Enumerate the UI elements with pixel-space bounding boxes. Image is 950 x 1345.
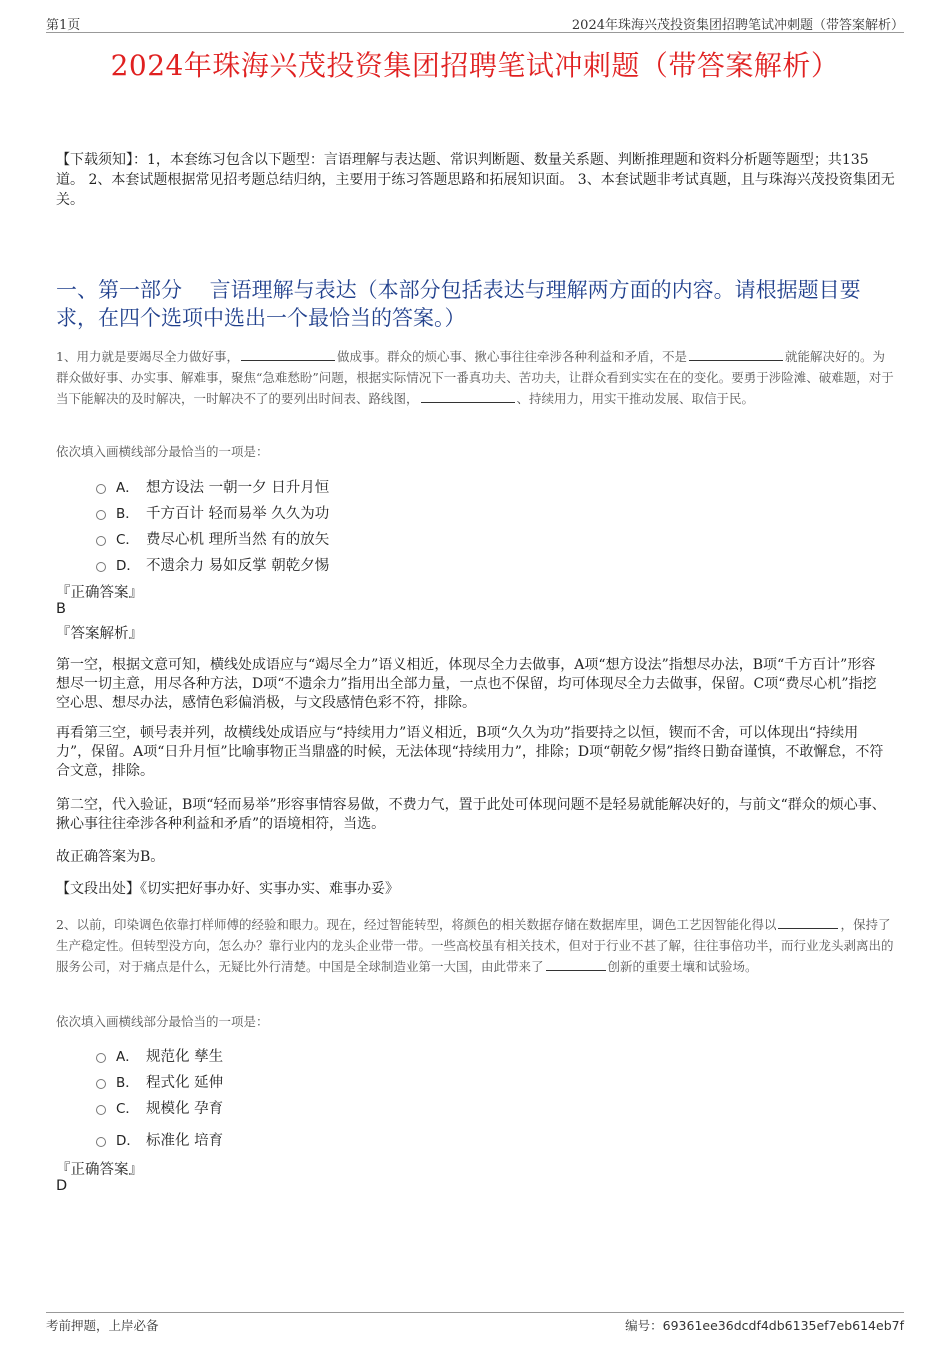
question-2-text [56,914,896,977]
q1-segment: 做成事。群众的烦心事、揪心事往往牵涉各种利益和矛盾，不是 [336,349,687,364]
question-2-prompt: 依次填入画横线部分最恰当的一项是： [56,1014,269,1029]
section-title: 一、第一部分 言语理解与表达（本部分包括表达与理解两方面的内容。请根据题目要求，在四个选项中选出一个最恰当的答案。） [56,278,861,330]
option-b[interactable]: B． 千方百计 轻而易举 久久为功 [96,499,329,525]
blank-line [241,346,335,361]
option-c[interactable]: C． 费尽心机 理所当然 有的放矢 [96,525,329,551]
radio-icon[interactable] [96,1105,106,1115]
analysis-label: 『答案解析』 [56,626,143,642]
analysis-paragraph: 再看第三空，顿号表并列，故横线处成语应与“持续用力”语义相近，B项“久久为功”指要持之以恒，锲而不舍，可以体现出“持续用力”，保留。A项“日升月恒”比喻事物正当鼎盛的时候，无法体现“持续用力”，排除；D项“朝乾夕惕”指终日勤奋谨慎，不敢懈怠，不符合文意，排除。 [56,725,884,779]
correct-answer: B [56,601,66,617]
radio-icon[interactable] [96,536,106,546]
radio-icon[interactable] [96,562,106,572]
question-1-text [56,346,896,409]
correct-answer: D [56,1178,68,1194]
q2-segment: 创新的重要土壤和试验场。 [607,959,758,974]
correct-answer-label: 『正确答案』 [56,1162,143,1178]
q1-segment: 就能解决好的。为群众做好事、办实事、解难事，聚焦“急难愁盼”问题，根据实际情况下一番真功夫、苦功夫，让群众看到实实在在的变化。要勇于涉险滩、破难题，对于当下能解决的及时解决，一时解决不了的要列出时间表、路线图， [56,349,894,406]
question-2-options [96,1042,223,1152]
document-code: 编号：69361ee36dcdf4db6135ef7eb614eb7f [625,1318,904,1333]
question-1-prompt: 依次填入画横线部分最恰当的一项是： [56,444,269,459]
radio-icon[interactable] [96,1079,106,1089]
option-a[interactable]: A． 规范化 孳生 [96,1042,223,1068]
correct-answer-label: 『正确答案』 [56,585,143,601]
radio-icon[interactable] [96,1137,106,1147]
option-c[interactable]: C． 规模化 孕育 [96,1094,223,1120]
radio-icon[interactable] [96,510,106,520]
option-d[interactable]: D． 不遗余力 易如反掌 朝乾夕惕 [96,551,329,577]
option-d[interactable]: D． 标准化 培育 [96,1126,223,1152]
option-b[interactable]: B． 程式化 延伸 [96,1068,223,1094]
q1-segment: 1、用力就是要竭尽全力做好事， [56,349,239,364]
option-a[interactable]: A． 想方设法 一朝一夕 日升月恒 [96,473,329,499]
blank-line [546,956,606,971]
document-title: 2024年珠海兴茂投资集团招聘笔试冲刺题（带答案解析） [110,49,840,82]
radio-icon[interactable] [96,1053,106,1063]
page-header [46,14,904,33]
analysis-paragraph: 第一空，根据文意可知，横线处成语应与“竭尽全力”语义相近，体现尽全力去做事，A项“想方设法”指想尽办法，B项“千方百计”形容想尽一切主意，用尽各种方法，D项“不遗余力”指用出全部力量，一点也不保留，均可体现尽全力去做事，保留。C项“费尽心机”指挖空心思、想尽办法，感情色彩偏消极，与文段感情色彩不符，排除。 [56,657,877,711]
blank-line [689,346,783,361]
analysis-conclusion: 故正确答案为B。 [56,849,165,865]
blank-line [778,914,838,929]
analysis-paragraph: 第二空，代入验证，B项“轻而易举”形容事情容易做，不费力气，置于此处可体现问题不是轻易就能解决好的，与前文“群众的烦心事、揪心事往往牵涉各种利益和矛盾”的语境相符，当选。 [56,797,886,832]
question-1-options [96,473,329,577]
header-doc-name: 2024年珠海兴茂投资集团招聘笔试冲刺题（带答案解析） [571,18,904,33]
page-footer [46,1312,904,1333]
blank-line [421,388,515,403]
q2-segment: 2、以前，印染调色依靠打样师傅的经验和眼力。现在，经过智能转型，将颜色的相关数据存储在数据库里，调色工艺因智能化得以 [56,917,777,932]
radio-icon[interactable] [96,484,106,494]
text-source: 【文段出处】《切实把好事办好、实事办实、难事办妥》 [56,881,399,897]
q1-segment: 、持续用力，用实干推动发展、取信于民。 [516,391,755,406]
download-notice: 【下载须知】：1，本套练习包含以下题型：言语理解与表达题、常识判断题、数量关系题、判断推理题和资料分析题等题型；共135道。 2、本套试题根据常见招考题总结归纳，主要用于练习答题思路和拓展知识面。 3、本套试题非考试真题，且与珠海兴茂投资集团无关。 [56,152,895,208]
page-number: 第1页 [46,18,81,33]
footer-slogan: 考前押题，上岸必备 [46,1318,159,1333]
q2-segment: ，保持了生产稳定性。但转型没方向，怎么办？靠行业内的龙头企业带一带。一些高校虽有相关技术，但对于行业不甚了解，往往事倍功半，而行业龙头剥离出的服务公司，对于痛点是什么，无疑比外行清楚。中国是全球制造业第一大国，由此带来了 [56,917,894,974]
